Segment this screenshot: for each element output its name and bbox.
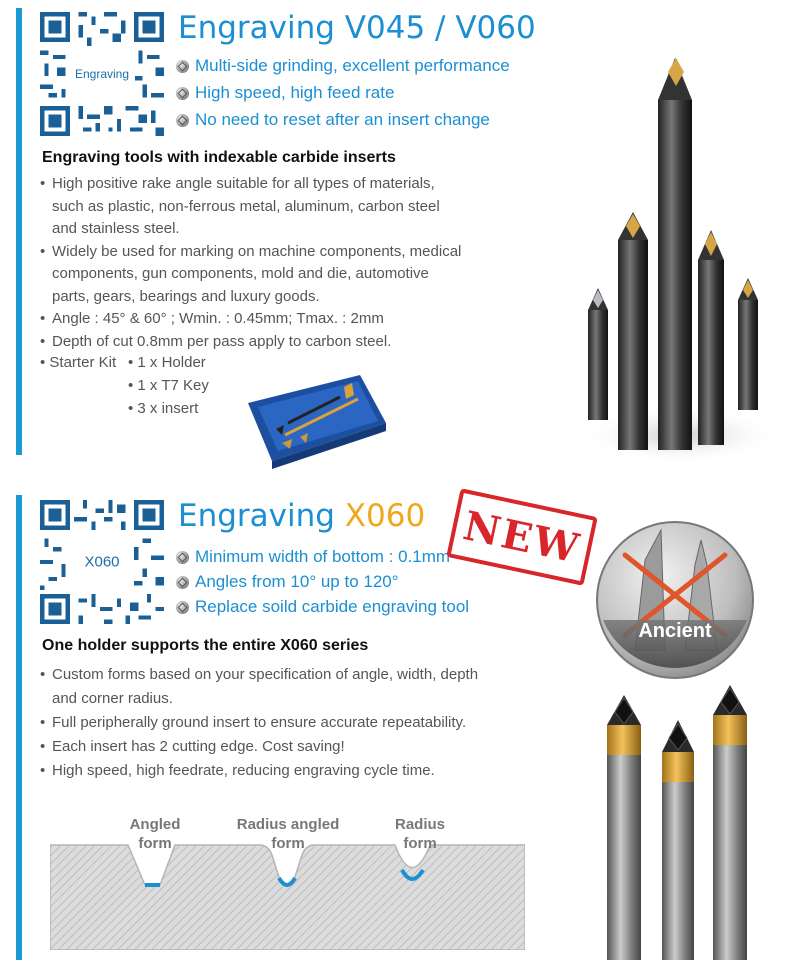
qr-code-engraving[interactable] bbox=[40, 12, 164, 136]
starter-kit-item: • 1 x Holder bbox=[128, 354, 206, 371]
diamond-bullet-icon bbox=[176, 114, 189, 127]
bullet-item bbox=[40, 241, 540, 309]
bullet-line: • Depth of cut 0.8mm per pass apply to carbon steel. bbox=[52, 332, 392, 350]
section1-accent-bar bbox=[16, 8, 22, 455]
diamond-bullet-icon bbox=[176, 87, 189, 100]
section2-bullet-list bbox=[40, 663, 560, 783]
feature-item bbox=[176, 597, 469, 617]
radius-angled-form-label: Radius angled form bbox=[236, 816, 340, 852]
feature-text: Replace soild carbide engraving tool bbox=[195, 597, 470, 616]
qr-code-x060[interactable] bbox=[40, 500, 164, 624]
title-highlight: X060 bbox=[344, 498, 426, 534]
x060-tools-image bbox=[595, 680, 775, 965]
bullet-line: • Widely be used for marking on machine components, medical bbox=[52, 242, 462, 260]
section2-subhead: One holder supports the entire X060 series bbox=[42, 637, 369, 654]
feature-item bbox=[176, 572, 399, 592]
bullet-line: and stainless steel. bbox=[52, 220, 180, 237]
new-stamp-text: NEW bbox=[459, 501, 585, 573]
bullet-line: • Full peripherally ground insert to ensure accurate repeatability. bbox=[52, 714, 467, 731]
bullet-line: • Angle : 45° & 60° ; Wmin. : 0.45mm; Tmax. : 2mm bbox=[52, 310, 384, 327]
qr-label: X060 bbox=[78, 550, 125, 575]
feature-text: Angles from 10° up to 120° bbox=[195, 572, 399, 591]
bullet-line: components, gun components, mold and die, automotive bbox=[52, 265, 429, 282]
bullet-line: • Each insert has 2 cutting edge. Cost saving! bbox=[52, 738, 345, 755]
starter-kit bbox=[40, 352, 260, 422]
qr-label: Engraving bbox=[69, 63, 135, 85]
bullet-item bbox=[40, 711, 560, 735]
starter-kit-item: • 3 x insert bbox=[128, 400, 199, 417]
angled-form-label: Angled form bbox=[129, 816, 181, 852]
ancient-label: Ancient bbox=[638, 620, 712, 642]
starter-kit-label: Starter Kit bbox=[49, 354, 117, 371]
title-prefix: Engraving bbox=[178, 498, 345, 534]
bullet-line: • High positive rake angle suitable for all types of materials, bbox=[52, 175, 435, 192]
feature-text: No need to reset after an insert change bbox=[195, 110, 490, 129]
bullet-item bbox=[40, 663, 560, 711]
feature-text: Multi-side grinding, excellent performance bbox=[195, 56, 510, 75]
new-stamp bbox=[446, 488, 597, 586]
crossed-out-tool-icon bbox=[595, 520, 755, 680]
bullet-item bbox=[40, 331, 540, 354]
bullet-line: parts, gears, bearings and luxury goods. bbox=[52, 287, 320, 305]
bullet-item bbox=[40, 308, 540, 331]
feature-item bbox=[176, 56, 510, 76]
ancient-badge bbox=[595, 520, 755, 680]
section2-accent-bar bbox=[16, 495, 22, 960]
feature-item bbox=[176, 547, 450, 567]
section2-title bbox=[178, 498, 425, 534]
section1-subhead: Engraving tools with indexable carbide inserts bbox=[42, 149, 396, 166]
bullet-line: and corner radius. bbox=[52, 690, 173, 707]
diamond-bullet-icon bbox=[176, 601, 189, 614]
feature-item bbox=[176, 83, 394, 103]
section1-title: Engraving V045 / V060 bbox=[178, 10, 536, 46]
starter-kit-item: • 1 x T7 Key bbox=[128, 377, 209, 394]
radius-form-label: Radius form bbox=[394, 816, 445, 852]
bullet-line: • Custom forms based on your specification of angle, width, depth bbox=[52, 666, 479, 683]
feature-text: High speed, high feed rate bbox=[195, 83, 395, 102]
diamond-bullet-icon bbox=[176, 576, 189, 589]
starter-kit-label-row: • Starter Kit bbox=[40, 354, 117, 371]
feature-text: Minimum width of bottom : 0.1mm bbox=[195, 547, 451, 566]
bullet-item bbox=[40, 759, 560, 783]
starter-kit-box-image bbox=[240, 365, 390, 470]
bullet-line: • High speed, high feedrate, reducing engraving cycle time. bbox=[52, 762, 435, 779]
feature-item bbox=[176, 110, 490, 130]
diamond-bullet-icon bbox=[176, 60, 189, 73]
engraving-tools-image bbox=[570, 50, 785, 460]
bullet-line: such as plastic, non-ferrous metal, aluminum, carbon steel bbox=[52, 197, 440, 215]
diamond-bullet-icon bbox=[176, 551, 189, 564]
bullet-item bbox=[40, 173, 540, 241]
bullet-item bbox=[40, 735, 560, 759]
section1-bullet-list bbox=[40, 173, 540, 353]
